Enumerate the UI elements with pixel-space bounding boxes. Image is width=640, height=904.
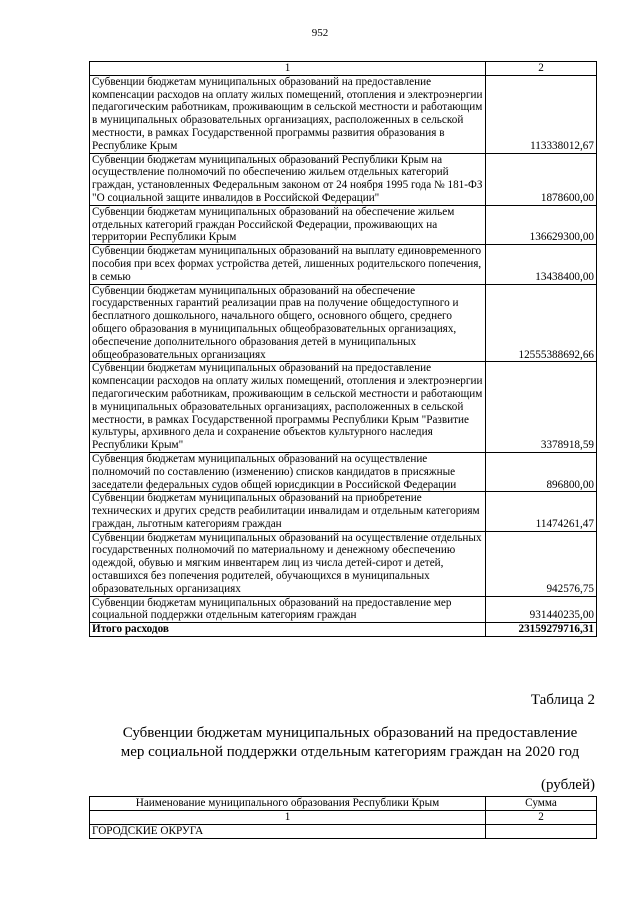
row-amount: 136629300,00 [486, 205, 597, 244]
row-amount: 3378918,59 [486, 362, 597, 453]
row-amount: 11474261,47 [486, 492, 597, 531]
table-row [90, 452, 597, 491]
column-number-2: 2 [486, 811, 597, 825]
column-name-header: Наименование муниципального образования Республики Крым [90, 797, 486, 811]
table-header-row [90, 62, 597, 76]
column-number-1: 1 [90, 62, 486, 76]
row-amount: 931440235,00 [486, 596, 597, 623]
table2-label: Таблица 2 [530, 692, 595, 708]
row-description: Субвенции бюджетам муниципальных образований на обеспечение государственных гарантий реализации прав на получение общедоступного и бесплатного дошкольного, начального общего, основного общего, среднего общего образования в муниципальных общеобразовательных организациях, обеспечение дополнительного образования детей в муниципальных общеобразовательных организациях [90, 284, 486, 362]
column-number-2: 2 [486, 62, 597, 76]
row-description: Субвенции бюджетам муниципальных образований на приобретение технических и других средств реабилитации инвалидам и отдельным категориям граждан, льготным категориям граждан [90, 492, 486, 531]
row-amount: 12555388692,66 [486, 284, 597, 362]
section-amount [486, 825, 597, 839]
row-amount: 942576,75 [486, 531, 597, 596]
table-row [90, 245, 597, 284]
table2-title [60, 724, 640, 762]
expenses-table [89, 61, 597, 637]
row-description: Субвенции бюджетам муниципальных образований на предоставление компенсации расходов на оплату жилых помещений, отопления и электроэнергии педагогическим работникам, проживающим в сельской местности и работающим в муниципальных образовательных организациях, расположенных в сельской местности, в рамках Государственной программы развития образования в Республике Крым [90, 75, 486, 153]
table-row [90, 596, 597, 623]
row-amount: 896800,00 [486, 452, 597, 491]
table2-header-row [90, 797, 597, 811]
total-label: Итого расходов [90, 623, 486, 637]
table-row [90, 75, 597, 153]
row-description: Субвенции бюджетам муниципальных образований Республики Крым на осуществление полномочий по обеспечению жильем отдельных категорий граждан, установленных Федеральным законом от 24 ноября 1995 года № 181-ФЗ "О социальной защите инвалидов в Российской Федерации" [90, 153, 486, 205]
row-amount: 13438400,00 [486, 245, 597, 284]
table-row [90, 531, 597, 596]
row-description: Субвенции бюджетам муниципальных образований на осуществление отдельных государственных полномочий по материальному и денежному обеспечению одеждой, обувью и мягким инвентарем лиц из числа детей-сирот и детей, оставшихся без попечения родителей, обучающихся в муниципальных образовательных организациях [90, 531, 486, 596]
row-description: Субвенции бюджетам муниципальных образований на выплату единовременного пособия при всех формах устройства детей, лишенных родительского попечения, в семью [90, 245, 486, 284]
table-row [90, 362, 597, 453]
row-amount: 1878600,00 [486, 153, 597, 205]
municipalities-table [89, 796, 597, 839]
table-row [90, 153, 597, 205]
row-description: Субвенция бюджетам муниципальных образований на осуществление полномочий по составлению (изменению) списков кандидатов в присяжные заседатели федеральных судов общей юрисдикции в Российской Федерации [90, 452, 486, 491]
table2-title-line2: мер социальной поддержки отдельным категориям граждан на 2020 год [120, 744, 580, 760]
total-amount: 23159279716,31 [486, 623, 597, 637]
section-title: ГОРОДСКИЕ ОКРУГА [90, 825, 486, 839]
row-description: Субвенции бюджетам муниципальных образований на предоставление мер социальной поддержки отдельным категориям граждан [90, 596, 486, 623]
page-number: 952 [311, 27, 329, 39]
row-description: Субвенции бюджетам муниципальных образований на обеспечение жильем отдельных категорий граждан Российской Федерации, проживающих на территории Республики Крым [90, 205, 486, 244]
table2-section-row [90, 825, 597, 839]
total-row [90, 623, 597, 637]
table-row [90, 492, 597, 531]
table2-title-line1: Субвенции бюджетам муниципальных образований на предоставление [122, 725, 578, 741]
row-description: Субвенции бюджетам муниципальных образований на предоставление компенсации расходов на оплату жилых помещений, отопления и электроэнергии педагогическим работникам, проживающим в сельской местности и работающим в муниципальных образовательных организациях, расположенных в сельской местности, в рамках Государственной программы Республики Крым "Развитие культуры, архивного дела и сохранение объектов культурного наследия Республики Крым" [90, 362, 486, 453]
units-label: (рублей) [540, 777, 595, 793]
column-number-1: 1 [90, 811, 486, 825]
table-row [90, 284, 597, 362]
column-sum-header: Сумма [486, 797, 597, 811]
table2-number-row [90, 811, 597, 825]
row-amount: 113338012,67 [486, 75, 597, 153]
table-row [90, 205, 597, 244]
